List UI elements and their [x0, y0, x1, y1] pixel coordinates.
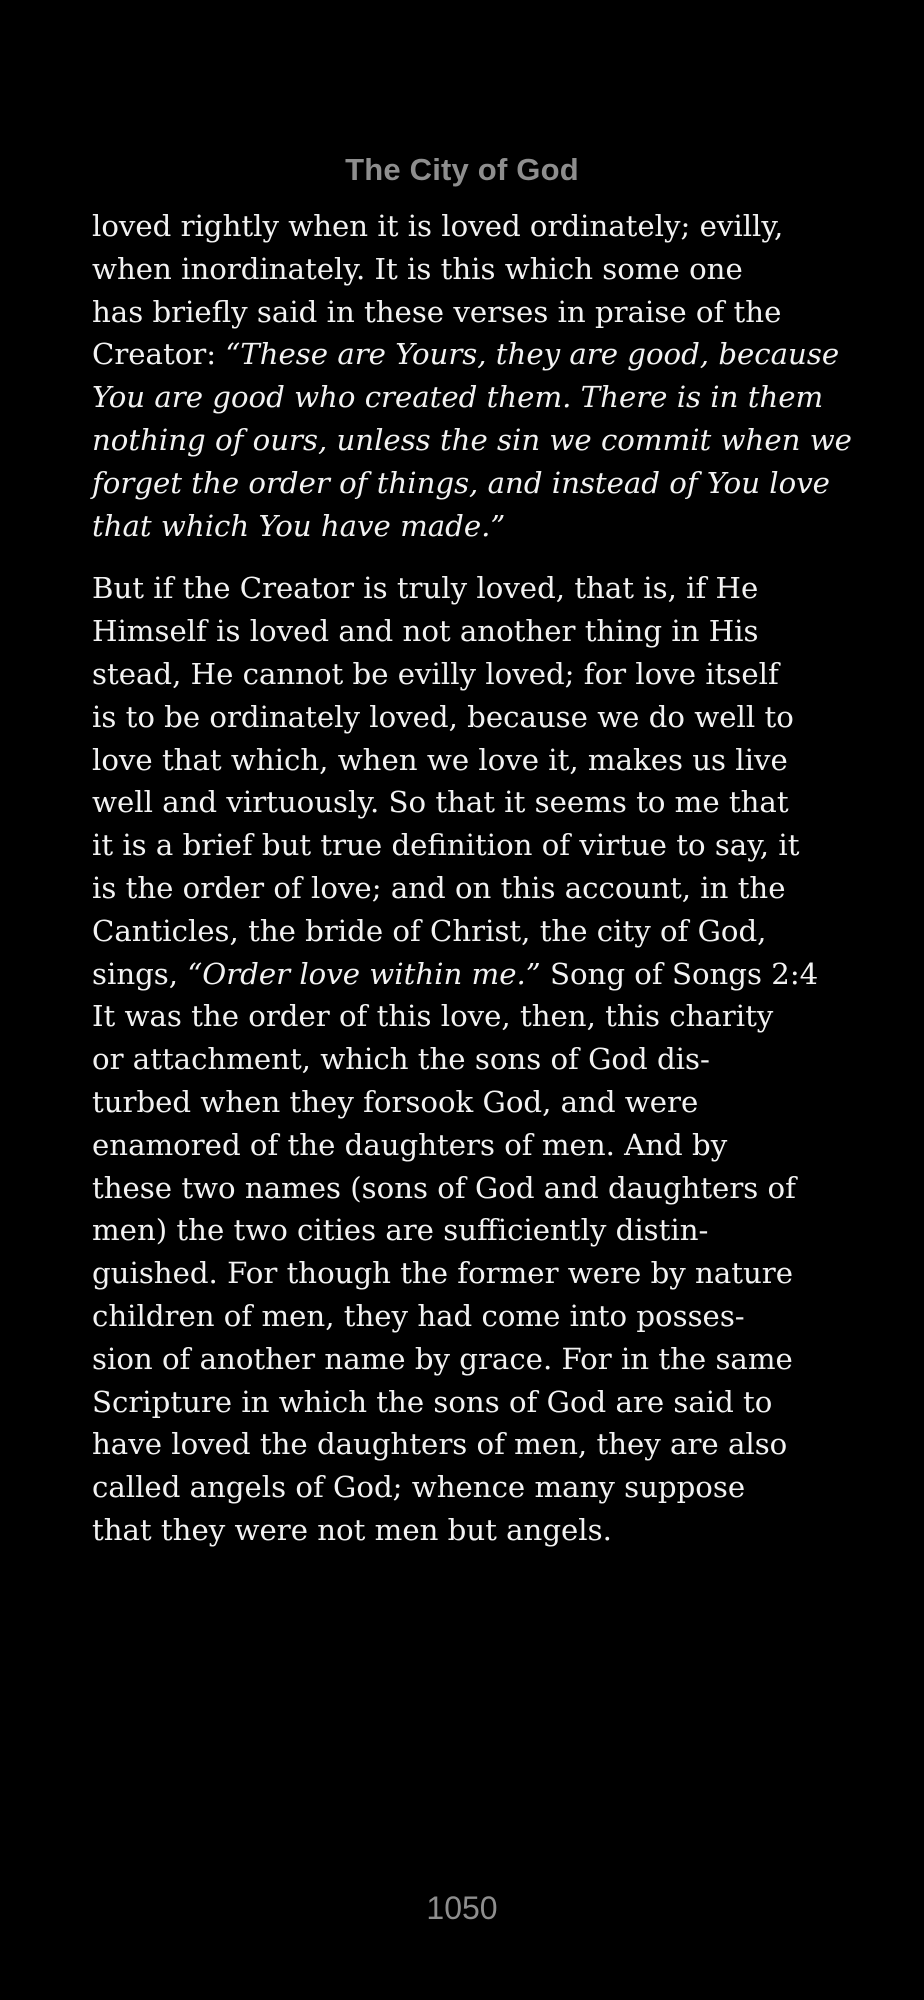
text-run: called angels of God; whence many suppose	[92, 1470, 746, 1505]
text-line	[92, 610, 838, 653]
text-line	[92, 1124, 838, 1167]
text-run: But if the Creator is truly loved, that is, if He	[92, 571, 759, 606]
text-line	[92, 462, 838, 505]
text-line	[92, 953, 838, 996]
text-line	[92, 995, 838, 1038]
text-run: It was the order of this love, then, this charity	[92, 999, 774, 1034]
text-run: well and virtuously. So that it seems to me that	[92, 785, 789, 820]
text-line	[92, 1209, 838, 1252]
text-line	[92, 653, 838, 696]
text-line	[92, 739, 838, 782]
text-run: Canticles, the bride of Christ, the city of God,	[92, 913, 767, 948]
text-run: stead, He cannot be evilly loved; for love itself	[92, 656, 779, 691]
text-run: is to be ordinately loved, because we do well to	[92, 699, 794, 734]
italic-text: “Order love within me.”	[187, 956, 541, 991]
text-line	[92, 1252, 838, 1295]
paragraph-2	[92, 567, 838, 1551]
text-run: these two names (sons of God and daughters of	[92, 1170, 796, 1205]
text-run: sings,	[92, 956, 188, 991]
text-line	[92, 205, 838, 248]
text-line	[92, 1509, 838, 1552]
italic-text: forget the order of things, and instead of You love	[92, 465, 830, 500]
text-line	[92, 1338, 838, 1381]
text-run: guished. For though the former were by nature	[92, 1256, 793, 1291]
text-line	[92, 419, 852, 462]
text-line	[92, 1081, 838, 1124]
text-run: or attachment, which the sons of God dis-	[92, 1042, 710, 1077]
text-line	[92, 1167, 838, 1210]
italic-text: “These are Yours, they are good, because	[225, 337, 840, 372]
text-run: has briefly said in these verses in praise of the	[92, 294, 782, 329]
text-line	[92, 781, 838, 824]
text-line	[92, 910, 838, 953]
italic-text: nothing of ours, unless the sin we commit when we	[92, 422, 852, 457]
text-line	[92, 505, 838, 548]
text-line	[92, 291, 838, 334]
text-run: sion of another name by grace. For in the same	[92, 1341, 793, 1376]
text-run: Song of Songs 2:4	[540, 956, 819, 991]
text-line	[92, 824, 838, 867]
text-run: enamored of the daughters of men. And by	[92, 1127, 728, 1162]
text-line	[92, 376, 838, 419]
text-line	[92, 1423, 838, 1466]
text-line	[92, 248, 838, 291]
text-line	[92, 1038, 838, 1081]
text-run: turbed when they forsook God, and were	[92, 1084, 699, 1119]
text-run: Scripture in which the sons of God are said to	[92, 1384, 773, 1419]
book-title: The City of God	[345, 152, 579, 187]
text-line	[92, 696, 838, 739]
text-run: when inordinately. It is this which some one	[92, 251, 743, 286]
text-run: children of men, they had come into posses-	[92, 1298, 745, 1333]
text-line	[92, 1381, 838, 1424]
text-run: it is a brief but true definition of virtue to say, it	[92, 828, 800, 863]
text-run: Creator:	[92, 337, 226, 372]
text-run: Himself is loved and not another thing in His	[92, 614, 759, 649]
italic-text: that which You have made.”	[92, 508, 506, 543]
text-run: men) the two cities are sufficiently distin-	[92, 1213, 709, 1248]
text-line	[92, 333, 838, 376]
text-line	[92, 1295, 838, 1338]
paragraph-1	[92, 205, 852, 547]
text-run: is the order of love; and on this account, in the	[92, 870, 786, 905]
page-text[interactable]	[92, 205, 852, 1552]
text-run: that they were not men but angels.	[92, 1512, 612, 1547]
italic-text: You are good who created them. There is in them	[92, 380, 824, 415]
text-line	[92, 567, 838, 610]
text-run: love that which, when we love it, makes us live	[92, 742, 788, 777]
text-line	[92, 867, 838, 910]
page-number: 1050	[426, 1890, 498, 1926]
text-line	[92, 1466, 838, 1509]
text-run: loved rightly when it is loved ordinately; evilly,	[92, 209, 784, 243]
text-run: have loved the daughters of men, they are also	[92, 1427, 788, 1462]
